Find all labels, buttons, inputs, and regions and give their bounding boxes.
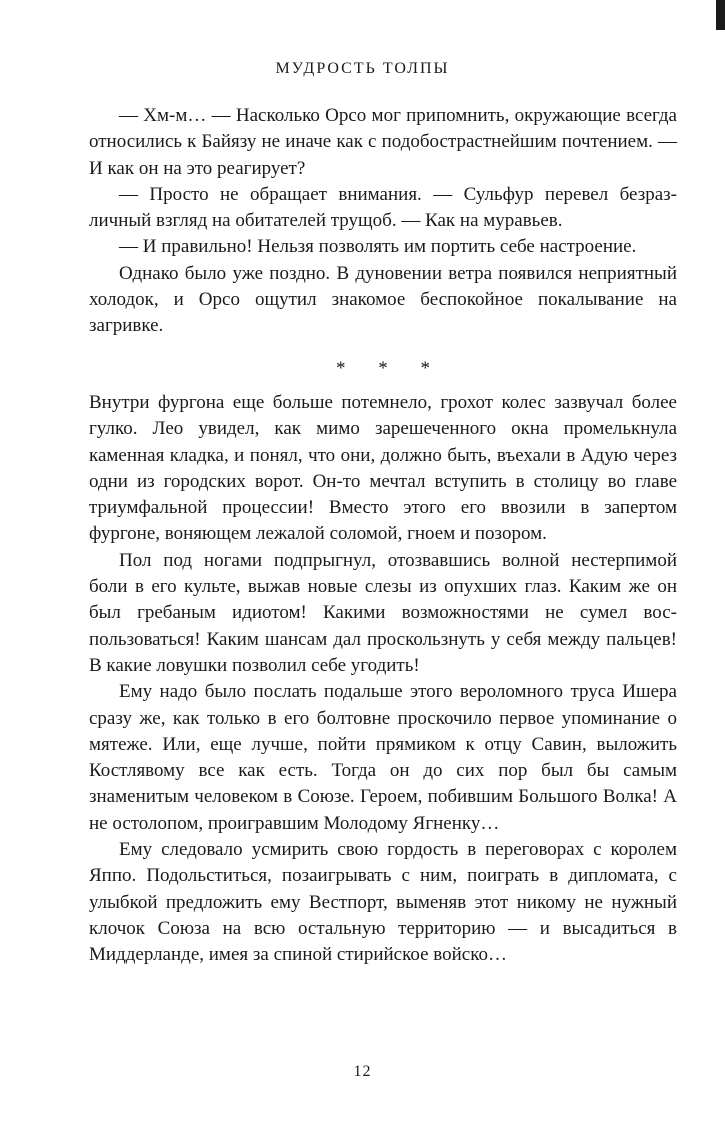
- edge-marker: [716, 0, 725, 30]
- paragraph: — Просто не обращает внимания. — Сульфур перевел безразличный взгляд на обитателей трущоб. — Как на муравьев.: [89, 183, 677, 232]
- running-head: МУДРОСТЬ ТОЛПЫ: [275, 60, 450, 77]
- scene-separator: * * *: [336, 357, 444, 379]
- paragraph: Внутри фургона еще больше потемнело, грохот колес зазвучал более гулко. Лео увидел, как мимо зарешеченного окна промелькнула каменная кладка, и понял, что они, должно быть, въехали в Адую через одни из городских ворот. Он-то мечтал вступить в столицу во главе триумфальной процессии! Вместо этого его ввозили в запертом фургоне, воняющем лежалой соломой, гноем и позором.: [89, 391, 677, 545]
- body-text: [89, 103, 677, 969]
- paragraph: Однако было уже поздно. В дуновении ветра появился неприятный холодок, и Орсо ощутил знакомое беспокойное покалывание на загривке.: [89, 262, 677, 337]
- paragraph: Пол под ногами подпрыгнул, отозвавшись волной нестерпимой боли в его культе, выжав новые слезы из опухших глаз. Каким же он был гребаным идиотом! Какими возможностями не сумел воспользоваться! Каким шансам дал проскользнуть у себя между пальцев! В какие ловушки позволил себе угодить!: [89, 549, 677, 676]
- paragraph: Ему надо было послать подальше этого вероломного труса Ишера сразу же, как только в его болтовне проскочило первое упоминание о мятеже. Или, еще лучше, пойти прямиком к отцу Савин, выложить Костлявому все как есть. Тогда он до сих пор был бы самым знаменитым человеком в Союзе. Героем, побившим Большого Волка! А не остолопом, проигравшим Молодому Ягненку…: [89, 681, 677, 834]
- page-number: 12: [353, 1063, 372, 1080]
- paragraph: Ему следовало усмирить свою гордость в переговорах с королем Яппо. Подольститься, позаигрывать с ним, поиграть в дипломата, с улыбкой предложить ему Вестпорт, выменяв этот никому не нужный клочок Союза на всю остальную территорию — и высадиться в Миддерланде, имея за спиной стирийское войско…: [89, 839, 677, 966]
- paragraph: — Хм-м… — Насколько Орсо мог припомнить, окружающие всегда относились к Байязу не иначе как с подобострастнейшим почтением. — И как он на это реагирует?: [89, 105, 677, 179]
- paragraph: — И правильно! Нельзя позволять им портить себе настроение.: [119, 236, 637, 258]
